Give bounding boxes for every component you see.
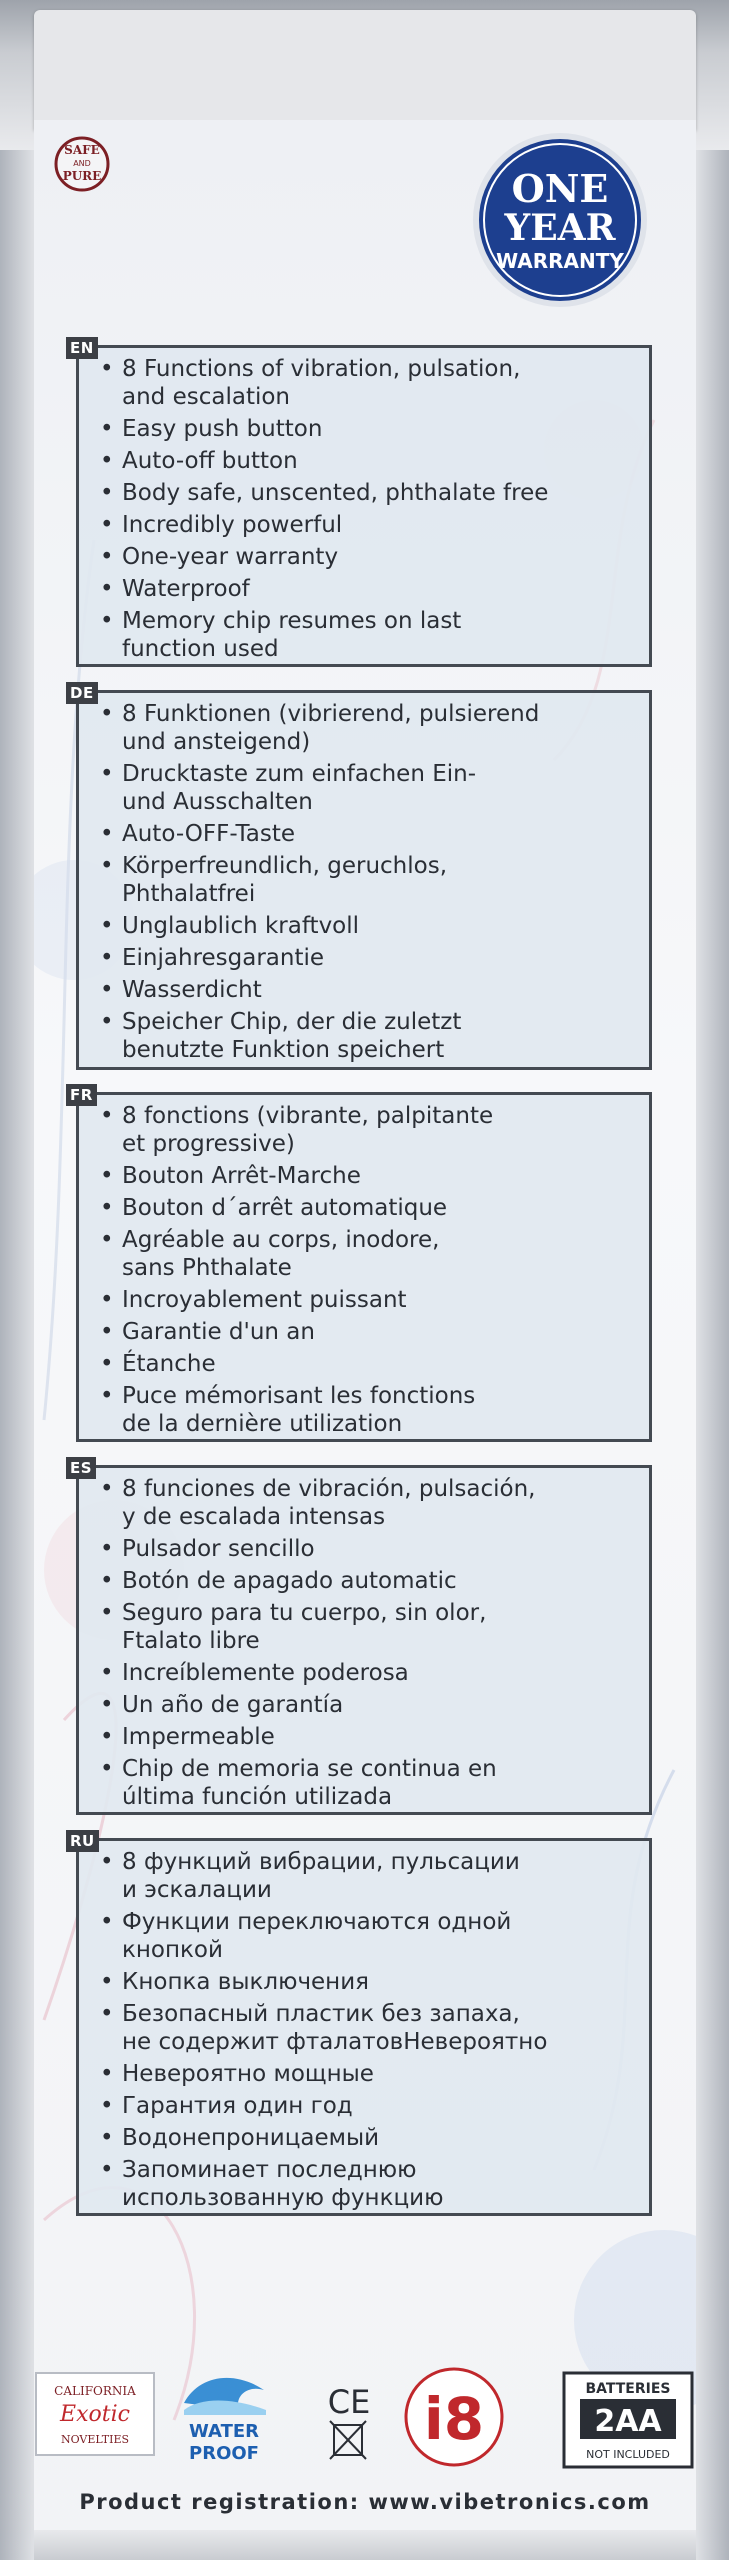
feature-list [76, 1838, 652, 2212]
list-item: • Increíblemente poderosa [94, 1659, 640, 1687]
list-item: • Garantie d'un an [94, 1318, 640, 1346]
list-item: • Невероятно мощные [94, 2060, 640, 2088]
list-item: • Memory chip resumes on last function used [94, 607, 640, 663]
list-item: • Body safe, unscented, phthalate free [94, 479, 640, 507]
feature-list [76, 1465, 652, 1811]
svg-text:Exotic: Exotic [60, 2402, 130, 2427]
list-item: • Безопасный пластик без запаха, не содержит фталатовНевероятно [94, 2000, 640, 2056]
list-item: • Запоминает последнюю использованную функцию [94, 2156, 640, 2212]
waterproof-icon [184, 2378, 266, 2464]
list-item: • Étanche [94, 1350, 640, 1378]
product-registration: Product registration: www.vibetronics.com [79, 2490, 651, 2514]
list-item: • Водонепроницаемый [94, 2124, 640, 2152]
feature-list [76, 345, 652, 663]
svg-text:i8: i8 [423, 2385, 485, 2453]
section-es [70, 1459, 652, 1815]
list-item: • Agréable au corps, inodore, sans Phthalate [94, 1226, 640, 1282]
box-side-right [696, 150, 729, 2560]
language-tag: FR [66, 1084, 97, 1106]
svg-text:CALIFORNIA: CALIFORNIA [54, 2384, 136, 2398]
list-item: • Waterproof [94, 575, 640, 603]
footer-logos [34, 2355, 696, 2475]
feature-list [76, 1092, 652, 1438]
svg-text:SAFE: SAFE [64, 143, 100, 157]
section-de [70, 684, 652, 1070]
i8-logo [406, 2369, 502, 2465]
list-item: • Seguro para tu cuerpo, sin olor, Ftalato libre [94, 1599, 640, 1655]
list-item: • Wasserdicht [94, 976, 640, 1004]
list-item: • Drucktaste zum einfachen Ein- und Ausschalten [94, 760, 640, 816]
box-flap [34, 10, 696, 130]
list-item: • Un año de garantía [94, 1691, 640, 1719]
box-bottom-edge [34, 2530, 696, 2560]
safe-and-pure-logo [50, 130, 114, 194]
svg-text:BATTERIES: BATTERIES [585, 2381, 671, 2397]
box-side-left [0, 150, 34, 2560]
language-tag: ES [66, 1457, 96, 1479]
one-year-warranty-badge [470, 130, 650, 310]
list-item: • Bouton Arrêt-Marche [94, 1162, 640, 1190]
list-item: • Bouton d´arrêt automatique [94, 1194, 640, 1222]
batteries-badge [564, 2373, 692, 2467]
list-item: • Puce mémorisant les fonctions de la dernière utilization [94, 1382, 640, 1438]
svg-text:WARRANTY: WARRANTY [496, 249, 624, 273]
list-item: • Impermeable [94, 1723, 640, 1751]
svg-text:2AA: 2AA [594, 2404, 662, 2439]
list-item: • 8 Functions of vibration, pulsation, and escalation [94, 355, 640, 411]
list-item: • Easy push button [94, 415, 640, 443]
section-en [70, 339, 652, 667]
language-tag: EN [66, 337, 98, 359]
list-item: • Unglaublich kraftvoll [94, 912, 640, 940]
list-item: • 8 fonctions (vibrante, palpitante et progressive) [94, 1102, 640, 1158]
list-item: • Функции переключаются одной кнопкой [94, 1908, 640, 1964]
list-item: • Speicher Chip, der die zuletzt benutzte Funktion speichert [94, 1008, 640, 1064]
svg-text:ONE: ONE [511, 166, 609, 211]
svg-text:NOT INCLUDED: NOT INCLUDED [586, 2448, 670, 2461]
list-item: • Einjahresgarantie [94, 944, 640, 972]
california-exotic-logo [36, 2373, 154, 2455]
list-item: • Incroyablement puissant [94, 1286, 640, 1314]
list-item: • Auto-off button [94, 447, 640, 475]
weee-bin-icon [330, 2421, 366, 2459]
language-tag: RU [66, 1830, 99, 1852]
svg-text:YEAR: YEAR [504, 207, 616, 249]
svg-text:NOVELTIES: NOVELTIES [60, 2433, 130, 2446]
svg-text:PURE: PURE [62, 169, 102, 183]
section-fr [70, 1086, 652, 1442]
list-item: • Botón de apagado automatic [94, 1567, 640, 1595]
list-item: • Chip de memoria se continua en última función utilizada [94, 1755, 640, 1811]
language-tag: DE [66, 682, 98, 704]
section-ru [70, 1832, 652, 2216]
svg-text:CE: CE [327, 2383, 371, 2421]
list-item: • Incredibly powerful [94, 511, 640, 539]
svg-text:WATER: WATER [188, 2421, 260, 2442]
svg-text:PROOF: PROOF [189, 2443, 259, 2464]
feature-list [76, 690, 652, 1064]
list-item: • 8 funciones de vibración, pulsación, y de escalada intensas [94, 1475, 640, 1531]
list-item: • 8 функций вибрации, пульсации и эскалации [94, 1848, 640, 1904]
ce-mark-icon [328, 2383, 371, 2421]
list-item: • Гарантия один год [94, 2092, 640, 2120]
list-item: • Auto-OFF-Taste [94, 820, 640, 848]
list-item: • One-year warranty [94, 543, 640, 571]
list-item: • Кнопка выключения [94, 1968, 640, 1996]
list-item: • Pulsador sencillo [94, 1535, 640, 1563]
list-item: • 8 Funktionen (vibrierend, pulsierend und ansteigend) [94, 700, 640, 756]
svg-text:AND: AND [73, 159, 91, 168]
list-item: • Körperfreundlich, geruchlos, Phthalatfrei [94, 852, 640, 908]
